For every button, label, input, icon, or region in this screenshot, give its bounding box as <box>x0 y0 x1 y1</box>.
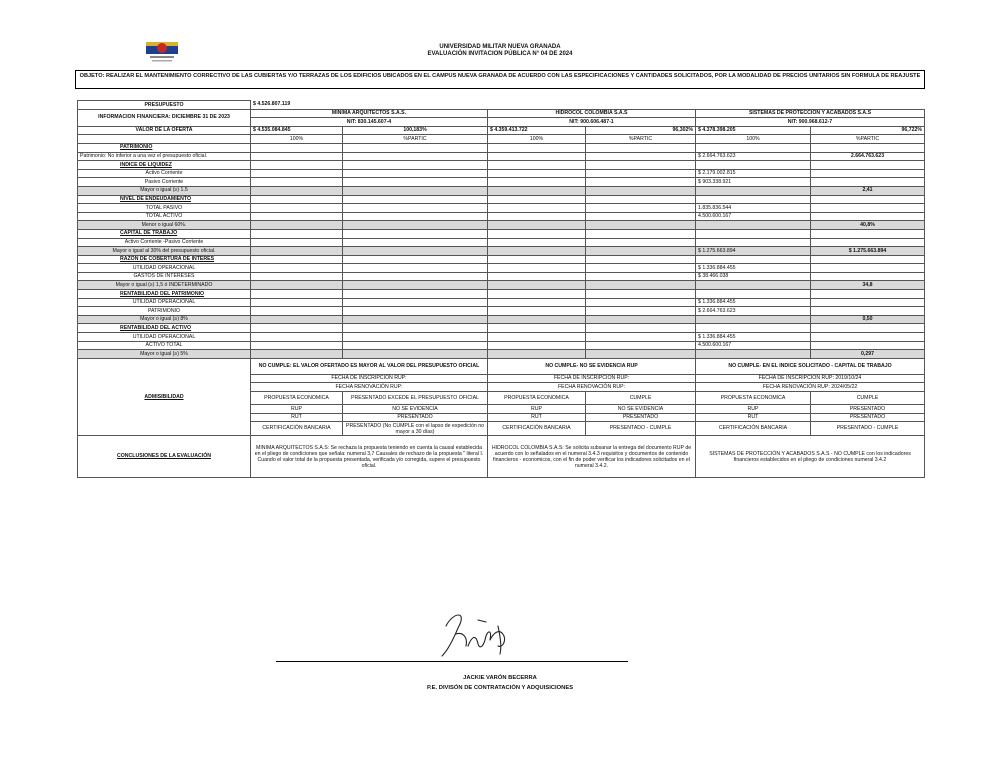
bidder-3-renovacion: FECHA RENOVACIÓN RUP: 2024/05/22 <box>696 383 925 392</box>
adm-label-rup-2: RUP <box>488 405 586 414</box>
liquidez-pasivo: $ 903.338.921 <box>696 178 811 187</box>
capital-result: $ 1.275.663.894 <box>811 247 925 256</box>
adm-label-rup-3: RUP <box>696 405 811 414</box>
bidder-1-rup: NO SE EVIDENCIA <box>343 405 488 414</box>
bidder-2-propuesta: CUMPLE <box>586 392 696 405</box>
bidder-3-name: SISTEMAS DE PROTECCIÓN Y ACABADOS S.A.S <box>696 109 925 118</box>
bidder-3-pct: 100% <box>696 135 811 144</box>
section-rent-activo: RENTABILIDAD DEL ACTIVO <box>78 324 251 333</box>
capital-criterion: Mayor o igual al 30% del presupuesto oficial. <box>78 247 251 256</box>
endeudamiento-criterion: Menor o igual 60%. <box>78 221 251 230</box>
adm-label-rut-1: RUT <box>251 413 343 422</box>
bidder-2-rut: PRESENTADO <box>586 413 696 422</box>
bidder-2-partic: %PARTIC <box>586 135 696 144</box>
financial-info-label: INFORMACION FINANCIERA: DICIEMBRE 31 DE 2023 <box>78 109 251 126</box>
cobertura-gastos-label: GASTOS DE INTERESES <box>78 272 251 281</box>
bidder-2-offer-pct: 96,302% <box>586 126 696 135</box>
bidder-1-renovacion: FECHA RENOVACIÓN RUP: <box>251 383 488 392</box>
bidder-1-cert: PRESENTADO (No CUMPLE con el lapso de expedición no mayor a 30 días) <box>343 422 488 436</box>
bidder-1-status: NO CUMPLE: EL VALOR OFERTADO ES MAYOR AL VALOR DEL PRESUPUESTO OFICIAL <box>251 358 488 374</box>
bidder-2-inscripcion: FECHA DE INSCRIPCION RUP: <box>488 374 696 383</box>
university-name: UNIVERSIDAD MILITAR NUEVA GRANADA <box>439 44 561 50</box>
rent-patrimonio-patr-label: PATRIMONIO <box>78 307 251 316</box>
bidder-2-offer: $ 4.359.413.722 <box>488 126 586 135</box>
bidder-2-rup: NO SE EVIDENCIA <box>586 405 696 414</box>
bidder-3-rup: PRESENTADO <box>811 405 925 414</box>
bidder-1-rut: PRESENTADO <box>343 413 488 422</box>
cobertura-criterion: Mayor o igual (≥) 1,5 ó INDETERMINADO <box>78 281 251 290</box>
bidder-3-status: NO CUMPLE- EN EL INDICE SOLICITADO - CAPITAL DE TRABAJO <box>696 358 925 374</box>
bidder-3-offer: $ 4.378.398.205 <box>696 126 811 135</box>
bidder-1-pct: 100% <box>251 135 343 144</box>
bidder-2-nit: NIT: 900.606.487-1 <box>488 118 696 127</box>
conclusions-label: CONCLUSIONES DE LA EVALUACIÓN <box>78 436 251 478</box>
liquidez-activo-label: Activo Corriente <box>78 169 251 178</box>
liquidez-criterion: Mayor o igual (≥) 1.5 <box>78 186 251 195</box>
cobertura-gastos: $ 38.466.038 <box>696 272 811 281</box>
capital-desc: Activo Corriente -Pasivo Corriente <box>78 238 251 247</box>
adm-label-rup-1: RUP <box>251 405 343 414</box>
rent-activo-util-label: UTILIDAD OPERACIONAL <box>78 333 251 342</box>
evaluation-table <box>77 100 925 478</box>
signature-line <box>276 661 628 662</box>
adm-label-cert-3: CERTIFICACIÓN BANCARIA <box>696 422 811 436</box>
endeudamiento-pasivo-label: TOTAL PASIVO <box>78 204 251 213</box>
bidder-1-propuesta: PRESENTADO EXCEDE EL PRESUPUESTO OFICIAL <box>343 392 488 405</box>
signatory-name: JACKIE VARÓN BECERRA <box>463 675 537 681</box>
bidder-1-conclusion: MINIMA ARQUITECTOS S.A.S: Se rechaza la propuesta teniendo en cuenta la causal establecida en el pliego de condiciones que señala: numeral 3,7 Causales de rechazo de la propuesta " literal I. Cuando el valor total de la propuesta presentada, verificada y/o corregida, supere el presupuesto oficial. <box>251 436 488 478</box>
section-endeudamiento: NIVEL DE ENDEUDAMIENTO <box>78 195 251 204</box>
bidder-3-cert: PRESENTADO - CUMPLE <box>811 422 925 436</box>
liquidez-pasivo-label: Pasivo Corriente <box>78 178 251 187</box>
section-liquidez: INDICE DE LIQUIDEZ <box>78 161 251 170</box>
bidder-1-offer: $ 4.535.084.845 <box>251 126 343 135</box>
bidder-names-row <box>78 109 925 118</box>
bidder-1-inscripcion: FECHA DE INSCRIPCION RUP: <box>251 374 488 383</box>
rent-activo-result: 0,297 <box>811 350 925 359</box>
bidder-1-name: MINIMA ARQUITECTOS S.A.S. <box>251 109 488 118</box>
endeudamiento-activo: 4.500.600.167 <box>696 212 811 221</box>
admissibility-label: ADMISIBILIDAD <box>78 358 251 435</box>
endeudamiento-activo-label: TOTAL ACTIVO <box>78 212 251 221</box>
cobertura-util: $ 1.336.884.455 <box>696 264 811 273</box>
handwritten-signature-icon <box>428 606 528 662</box>
patrimonio-desc: Patrimonio: No inferior a una vez el presupuesto oficial. <box>78 152 251 161</box>
section-cobertura: RAZON DE COBERTURA DE INTERES <box>78 255 251 264</box>
bidder-3-offer-pct: 96,722% <box>811 126 925 135</box>
bidder-2-pct: 100% <box>488 135 586 144</box>
patrimonio-value: $ 2.664.763.623 <box>696 152 811 161</box>
bidder-2-conclusion: HIDROCOL COLOMBIA S.A.S: Se solicita subsanar la entrega del documento RUP de acuerdo con lo señalados en el numeral 3.4.3 requisitos y documentos de contenido financieros - economicos, con el fin de poder verificar los indicadores solicitados en el numeral 3.4.2. <box>488 436 696 478</box>
bidder-3-nit: NIT: 900.968.612-7 <box>696 118 925 127</box>
bidder-2-cert: PRESENTADO - CUMPLE <box>586 422 696 436</box>
section-rent-patrimonio: RENTABILIDAD DEL PATRIMONIO <box>78 290 251 299</box>
bidder-1-nit: NIT: 830.145.607-4 <box>251 118 488 127</box>
bidder-3-rut: PRESENTADO <box>811 413 925 422</box>
rent-activo-criterion: Mayor o igual (≥) 5% <box>78 350 251 359</box>
bidder-1-partic: %PARTIC <box>343 135 488 144</box>
liquidez-result: 2,41 <box>811 186 925 195</box>
rent-activo-activo-label: ACTIVO TOTAL <box>78 341 251 350</box>
offer-row <box>78 126 925 135</box>
rent-patrimonio-patr: $ 2.664.763.623 <box>696 307 811 316</box>
endeudamiento-pasivo: 1.835.836.544 <box>696 204 811 213</box>
budget-label: PRESUPUESTO <box>78 101 251 110</box>
bidder-2-name: HIDROCOL COLOMBIA S.A.S <box>488 109 696 118</box>
budget-row <box>78 101 925 110</box>
bidder-1-offer-pct: 100,183% <box>343 126 488 135</box>
liquidez-activo: $ 2.179.002.815 <box>696 169 811 178</box>
section-capital: CAPITAL DE TRABAJO <box>78 229 251 238</box>
signatory-title: P.E. DIVISÓN DE CONTRATACIÓN Y ADQUISICIONES <box>426 685 574 691</box>
bidder-3-conclusion: SISTEMAS DE PROTECCIÓN Y ACABADOS S.A.S - NO CUMPLE con los indicadores financieros establecidos en el pliego de condiciones numeral 3.4.2 <box>696 436 925 478</box>
capital-value: $ 1.275.663.894 <box>696 247 811 256</box>
bidder-2-renovacion: FECHA RENOVACIÓN RUP: <box>488 383 696 392</box>
rent-patrimonio-criterion: Mayor o igual (≥) 8% <box>78 315 251 324</box>
adm-label-rut-3: RUT <box>696 413 811 422</box>
partic-row <box>78 135 925 144</box>
adm-label-propuesta-3: PROPUESTA ECONOMICA <box>696 392 811 405</box>
bidder-3-propuesta: CUMPLE <box>811 392 925 405</box>
section-patrimonio: PATRIMONIO <box>78 143 251 152</box>
cobertura-result: 34,8 <box>811 281 925 290</box>
bidder-3-partic: %PARTIC <box>811 135 925 144</box>
cobertura-util-label: UTILIDAD OPERACIONAL <box>78 264 251 273</box>
patrimonio-result: 2.664.763.623 <box>811 152 925 161</box>
adm-label-propuesta-1: PROPUESTA ECONOMICA <box>251 392 343 405</box>
adm-label-propuesta-2: PROPUESTA ECONOMICA <box>488 392 586 405</box>
adm-label-cert-1: CERTIFICACIÓN BANCARIA <box>251 422 343 436</box>
rent-activo-util: $ 1.336.884.455 <box>696 333 811 342</box>
bidder-3-inscripcion: FECHA DE INSCRIPCION RUP: 2019/10/24 <box>696 374 925 383</box>
rent-patrimonio-util-label: UTILIDAD OPERACIONAL <box>78 298 251 307</box>
budget-value: $ 4.526.807.119 <box>251 101 925 110</box>
bidder-2-status: NO CUMPLE- NO SE EVIDENCIA RUP <box>488 358 696 374</box>
rent-activo-activo: 4.500.600.167 <box>696 341 811 350</box>
rent-patrimonio-result: 0,50 <box>811 315 925 324</box>
adm-label-rut-2: RUT <box>488 413 586 422</box>
endeudamiento-result: 40,8% <box>811 221 925 230</box>
evaluation-title: EVALUACIÓN INVITACION PÚBLICA N° 04 DE 2024 <box>427 51 573 57</box>
adm-label-cert-2: CERTIFICACIÓN BANCARIA <box>488 422 586 436</box>
object-statement: OBJETO: REALIZAR EL MANTENIMIENTO CORRECTIVO DE LAS CUBIERTAS Y/O TERRAZAS DE LOS EDIFICIOS UBICADOS EN EL CAMPUS NUEVA GRANADA DE ACUERDO CON LAS ESPECIFICACIONES Y CANTIDADES SOLICITADOS, POR LA MODALIDAD DE PRECIOS UNITARIOS SIN FORMULA DE REAJUSTE <box>75 70 925 89</box>
rent-patrimonio-util: $ 1.336.884.455 <box>696 298 811 307</box>
offer-label: VALOR DE LA OFERTA <box>78 126 251 135</box>
